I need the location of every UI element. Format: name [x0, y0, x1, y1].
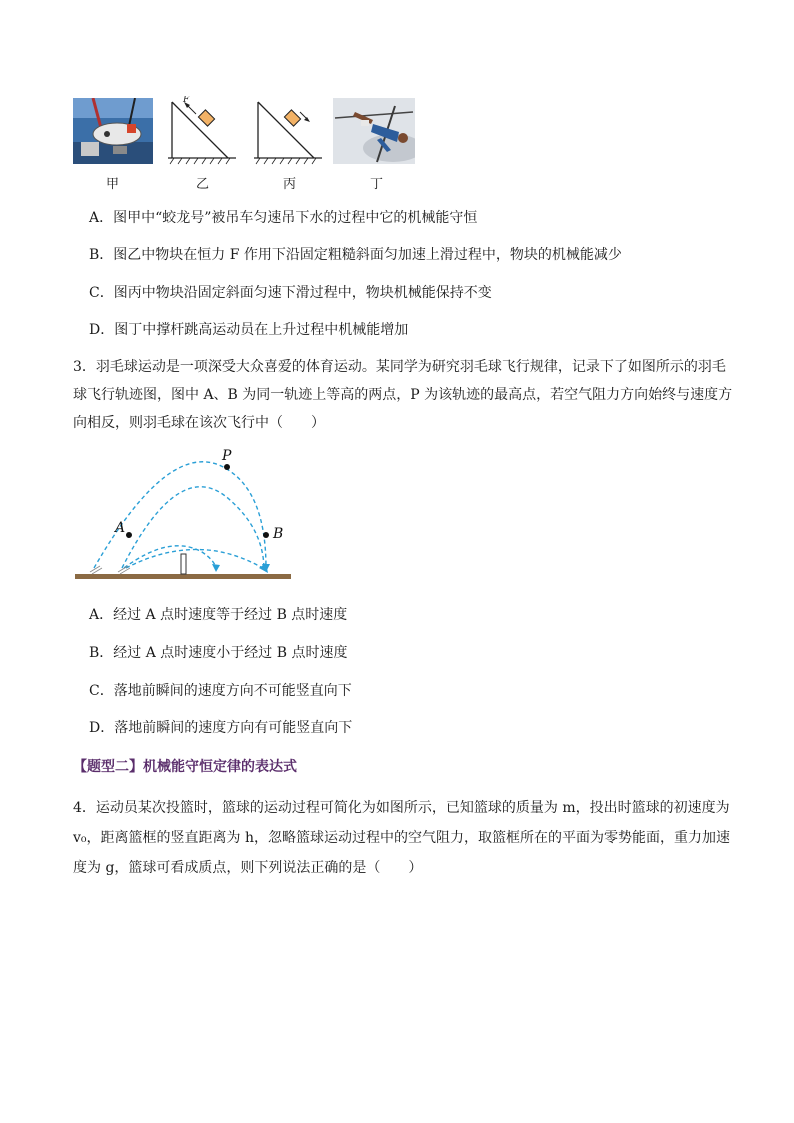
submersible-illustration: [73, 98, 153, 164]
q2-option-d: D．图丁中撑杆跳高运动员在上升过程中机械能增加: [89, 322, 409, 338]
point-p: [224, 464, 230, 470]
q4-stem-line-2: v₀，距离篮框的竖直距离为 h，忽略篮球运动过程中的空气阻力，取篮框所在的平面为零势能面，重力加速: [73, 830, 730, 846]
trajectory-diagram: [70, 446, 296, 584]
q2-option-b: B．图乙中物块在恒力 F 作用下沿固定粗糙斜面匀加速上滑过程中，物块的机械能减少: [89, 247, 622, 263]
q2-option-a: A．图甲中“蛟龙号”被吊车匀速吊下水的过程中它的机械能守恒: [89, 210, 478, 226]
point-a: [126, 532, 132, 538]
figure-label-bing: 丙: [283, 177, 297, 192]
trajectory-lower: [126, 549, 266, 570]
figure-jia-photo: [73, 98, 153, 164]
force-f-label: F: [183, 96, 190, 105]
badminton-trajectory-figure: [70, 446, 296, 584]
q3-option-a: A．经过 A 点时速度等于经过 B 点时速度: [89, 607, 348, 623]
net-post: [181, 554, 186, 574]
q3-stem-line-2: 球飞行轨迹图，图中 A、B 为同一轨迹上等高的两点，P 为该轨迹的最高点，若空气阻力方向始终与速度方: [73, 387, 733, 403]
incline-slide-diagram: [252, 96, 326, 168]
incline-force-diagram: [166, 96, 240, 168]
q4-stem-line-1: 4．运动员某次投篮时，篮球的运动过程可简化为如图所示，已知篮球的质量为 m，投出时篮球的初速度为: [73, 800, 730, 816]
trajectory-highest: [94, 462, 266, 568]
label-a: A: [115, 520, 126, 536]
pole-vaulter-illustration: [333, 98, 415, 164]
q3-stem-line-1: 3．羽毛球运动是一项深受大众喜爱的体育运动。某同学为研究羽毛球飞行规律，记录下了如图所示的羽毛: [73, 359, 726, 375]
q2-option-c: C．图丙中物块沿固定斜面匀速下滑过程中，物块机械能保持不变: [89, 285, 492, 301]
q3-option-d: D．落地前瞬间的速度方向有可能竖直向下: [89, 720, 353, 736]
figure-yi-incline: [166, 96, 240, 168]
question-type-heading: 【题型二】机械能守恒定律的表达式: [73, 759, 297, 775]
figure-label-jia: 甲: [106, 177, 120, 192]
label-p: P: [222, 448, 232, 464]
q3-option-b: B．经过 A 点时速度小于经过 B 点时速度: [89, 645, 348, 661]
label-b: B: [273, 526, 284, 542]
trajectory-middle: [122, 487, 264, 570]
q3-stem-line-3: 向相反，则羽毛球在该次飞行中（ ）: [73, 415, 325, 431]
figure-bing-incline: [252, 96, 326, 168]
ground: [75, 574, 291, 579]
q4-stem-line-3: 度为 g，篮球可看成质点，则下列说法正确的是（ ）: [73, 860, 423, 876]
figure-label-ding: 丁: [370, 177, 384, 192]
q3-option-c: C．落地前瞬间的速度方向不可能竖直向下: [89, 683, 352, 699]
figure-ding-photo: [333, 98, 415, 164]
figure-label-yi: 乙: [196, 177, 210, 192]
point-b: [263, 532, 269, 538]
